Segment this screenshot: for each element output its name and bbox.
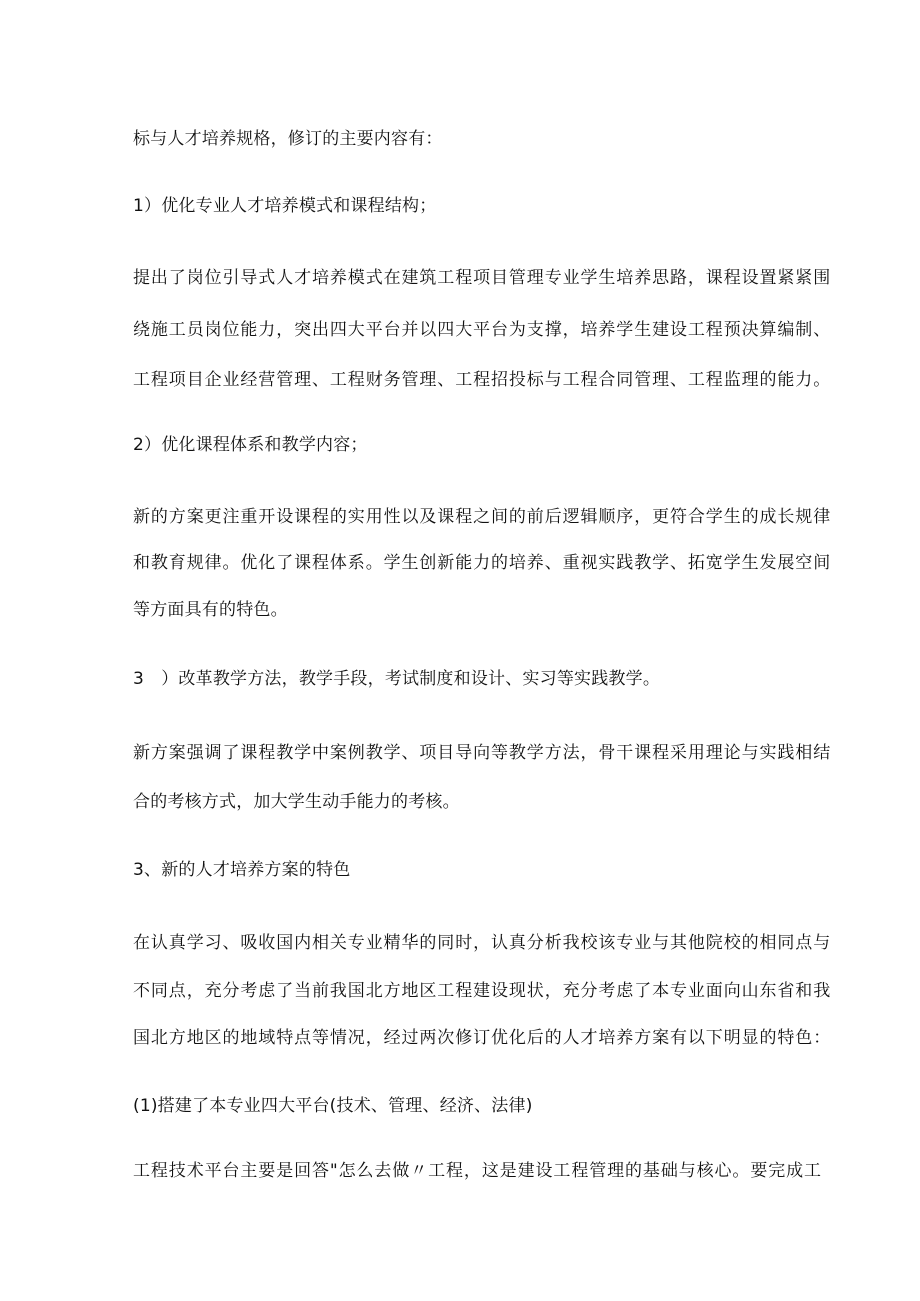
subsection-heading: (1)搭建了本专业四大平台(技术、管理、经济、法律) — [133, 1096, 533, 1116]
paragraph-line: 合的考核方式，加大学生动手能力的考核。 — [133, 792, 460, 812]
paragraph-line: 标与人才培养规格，修订的主要内容有： — [133, 129, 443, 149]
list-item-heading: 3 ）改革教学方法，教学手段，考试制度和设计、实习等实践教学。 — [133, 669, 661, 689]
list-item-heading: 2）优化课程体系和教学内容； — [133, 435, 368, 455]
section-heading: 3、新的人才培养方案的特色 — [133, 860, 351, 880]
paragraph-line: 不同点，充分考虑了当前我国北方地区工程建设现状，充分考虑了本专业面向山东省和我 — [133, 981, 832, 1001]
paragraph-line: 新的方案更注重开设课程的实用性以及课程之间的前后逻辑顺序，更符合学生的成长规律 — [133, 507, 832, 527]
paragraph-line: 和教育规律。优化了课程体系。学生创新能力的培养、重视实践教学、拓宽学生发展空间 — [133, 553, 832, 573]
paragraph-line: 提出了岗位引导式人才培养模式在建筑工程项目管理专业学生培养思路，课程设置紧紧围 — [133, 268, 832, 288]
paragraph-line: 等方面具有的特色。 — [133, 600, 288, 620]
paragraph-line: 国北方地区的地域特点等情况，经过两次修订优化后的人才培养方案有以下明显的特色： — [133, 1028, 832, 1048]
paragraph-line: 绕施工员岗位能力，突出四大平台并以四大平台为支撑，培养学生建设工程预决算编制、 — [133, 320, 832, 340]
paragraph-line: 工程项目企业经营管理、工程财务管理、工程招投标与工程合同管理、工程监理的能力。 — [133, 370, 832, 390]
paragraph-line: 工程技术平台主要是回答"怎么去做〃工程，这是建设工程管理的基础与核心。要完成工 — [133, 1161, 822, 1181]
list-item-heading: 1）优化专业人才培养模式和课程结构； — [133, 196, 437, 216]
paragraph-line: 在认真学习、吸收国内相关专业精华的同时，认真分析我校该专业与其他院校的相同点与 — [133, 933, 832, 953]
paragraph-line: 新方案强调了课程教学中案例教学、项目导向等教学方法，骨干课程采用理论与实践相结 — [133, 743, 832, 763]
